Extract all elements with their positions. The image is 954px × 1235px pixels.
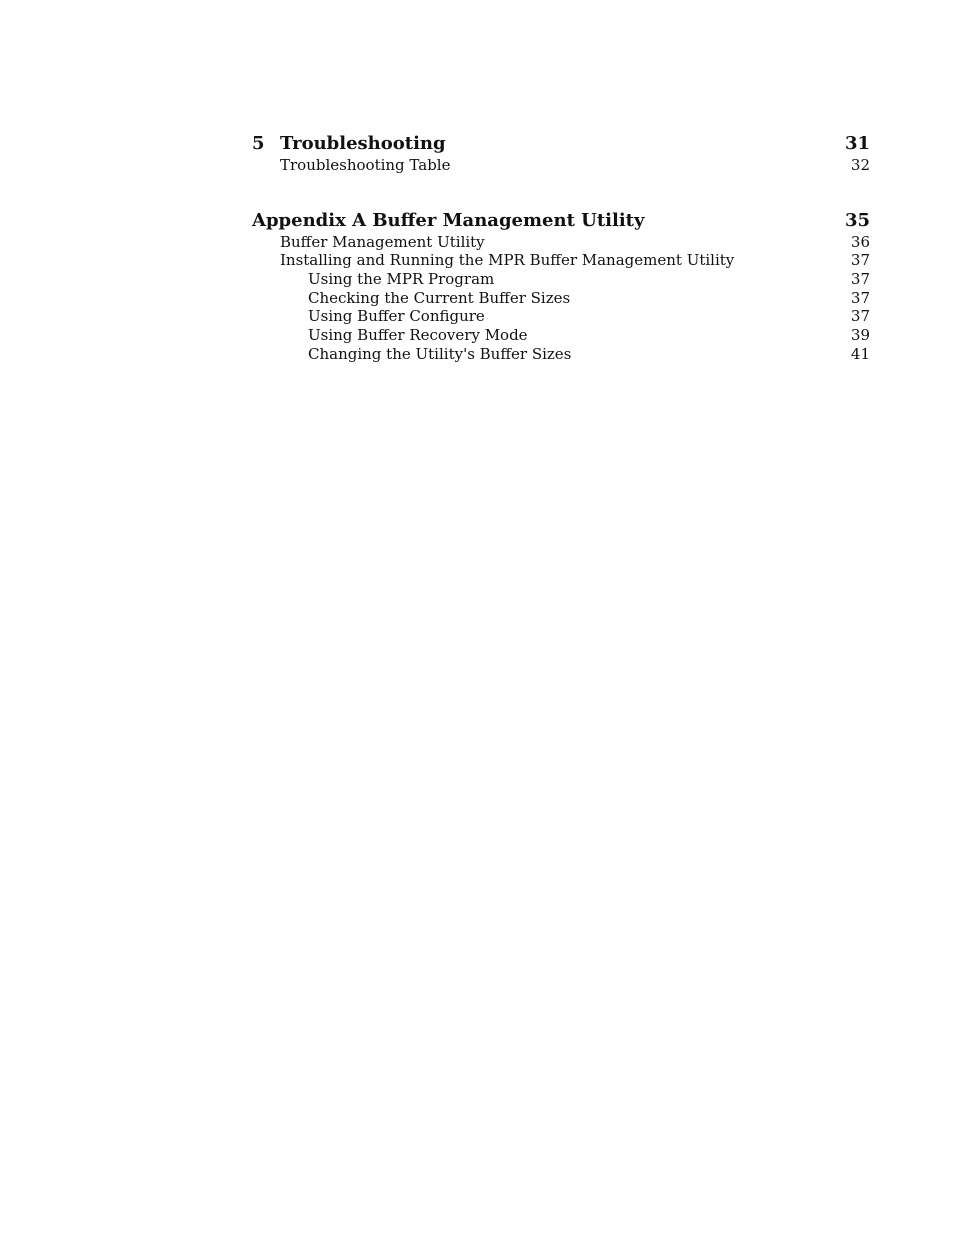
toc-entry-title: Using the MPR Program	[308, 270, 495, 289]
toc-entry-title: Troubleshooting Table	[280, 156, 451, 174]
toc-entry[interactable]	[252, 251, 870, 270]
toc-entry-page: 36	[850, 232, 870, 251]
chapter-number: 5	[252, 133, 265, 154]
toc-entry-title: Installing and Running the MPR Buffer Management Utility	[280, 251, 735, 270]
toc-subentry[interactable]	[252, 289, 870, 308]
toc-entry-page: 32	[850, 156, 870, 174]
toc-chapter-heading[interactable]	[252, 132, 870, 156]
toc-section-chapter-5	[252, 132, 870, 175]
toc-entry-title: Using Buffer Recovery Mode	[308, 326, 528, 345]
appendix-title: Appendix A Buffer Management Utility	[252, 209, 645, 231]
toc-entry-page: 37	[850, 270, 870, 289]
toc-entry[interactable]	[252, 156, 870, 175]
toc-subentry[interactable]	[252, 326, 870, 345]
toc-section-appendix-a	[252, 209, 870, 364]
toc-entry[interactable]	[252, 233, 870, 252]
toc-entry-page: 39	[850, 326, 870, 345]
chapter-page-number: 31	[844, 133, 870, 154]
table-of-contents	[252, 132, 870, 364]
toc-appendix-heading[interactable]	[252, 209, 870, 233]
toc-entry-title: Changing the Utility's Buffer Sizes	[308, 344, 572, 363]
chapter-title: Troubleshooting	[280, 133, 446, 154]
toc-entry-page: 37	[850, 251, 870, 270]
toc-entry-page: 41	[850, 344, 870, 363]
toc-subentry[interactable]	[252, 307, 870, 326]
toc-subentry[interactable]	[252, 345, 870, 364]
toc-entry-title: Buffer Management Utility	[280, 232, 485, 251]
toc-entry-title: Checking the Current Buffer Sizes	[308, 288, 571, 307]
toc-entry-title: Using Buffer Configure	[308, 307, 485, 326]
toc-entry-page: 37	[850, 307, 870, 326]
toc-entry-page: 37	[850, 288, 870, 307]
toc-subentry[interactable]	[252, 270, 870, 289]
appendix-page-number: 35	[844, 209, 870, 231]
